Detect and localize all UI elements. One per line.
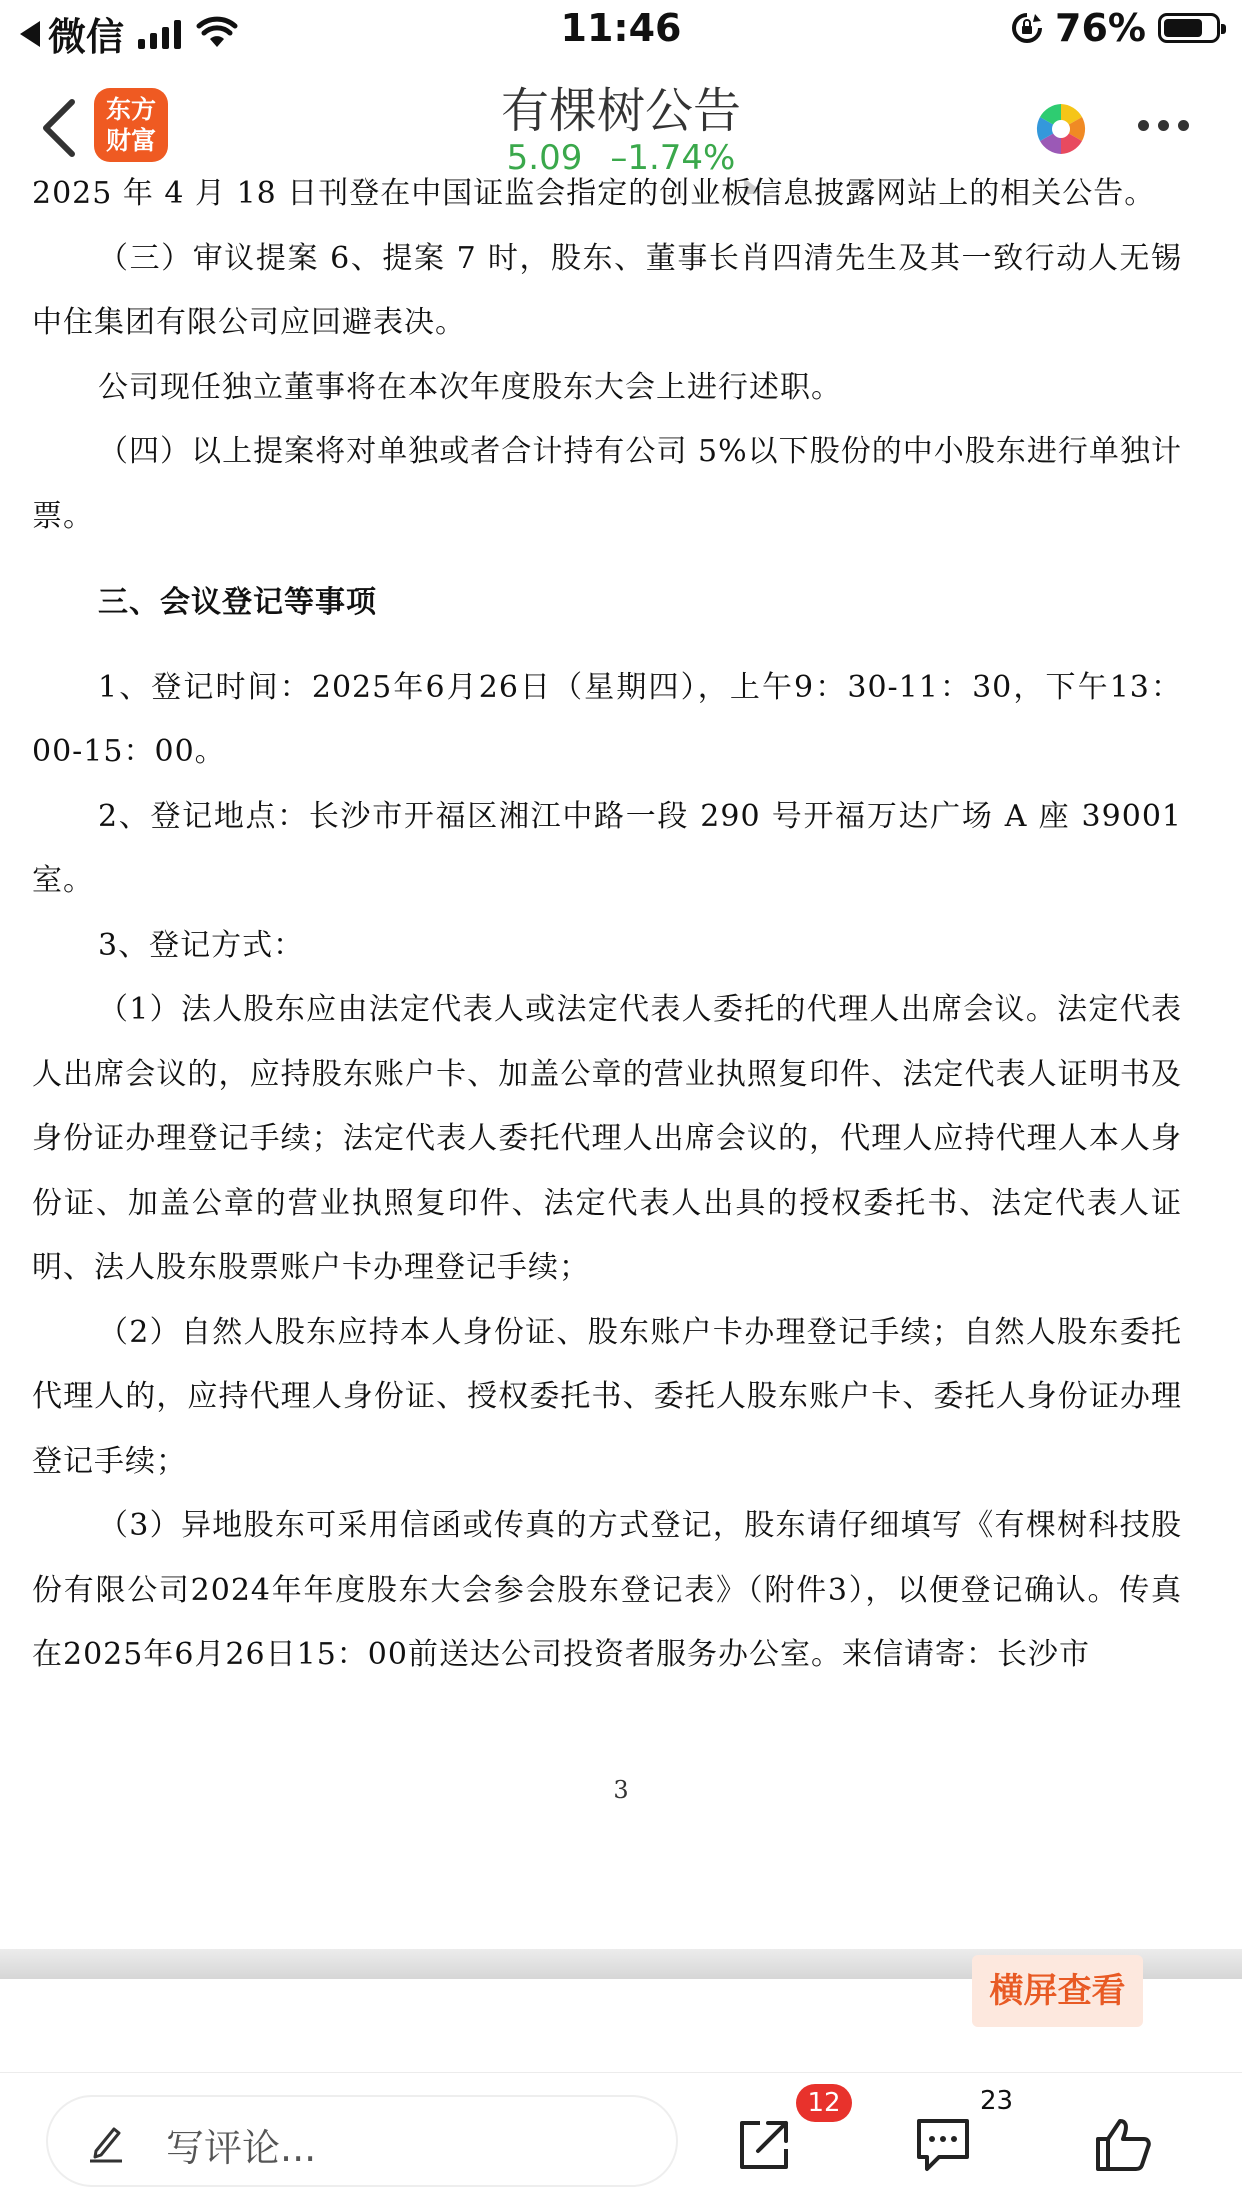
comment-placeholder: 写评论... bbox=[166, 2126, 317, 2170]
doc-line-0: 2025 年 4 月 18 日刊登在中国证监会指定的创业板信息披露网站上的相关公告。 bbox=[32, 176, 1156, 211]
status-bar bbox=[0, 0, 1242, 62]
logo-line-1: 东方 bbox=[105, 95, 156, 124]
pinwheel-icon[interactable] bbox=[1034, 102, 1088, 156]
comment-count: 23 bbox=[980, 2086, 1014, 2116]
battery-percent: 76% bbox=[1055, 6, 1146, 50]
doc-line-6: 2、登记地点：长沙市开福区湘江中路一段 290 号开福万达广场 A 座 39001室。 bbox=[32, 798, 1182, 898]
section-heading: 三、会议登记等事项 bbox=[98, 585, 377, 620]
page-title: 有棵树公告 bbox=[500, 83, 741, 139]
battery-fill bbox=[1164, 19, 1202, 37]
pencil-icon bbox=[88, 2123, 124, 2163]
stock-change: –1.74% bbox=[610, 138, 736, 178]
doc-line-9: （2）自然人股东应持本人身份证、股东账户卡办理登记手续；自然人股东委托代理人的，应持代理人身份证、授权委托书、委托人股东账户卡、委托人身份证办理登记手续； bbox=[32, 1314, 1182, 1479]
status-time: 11:46 bbox=[560, 6, 682, 50]
battery-icon bbox=[1158, 13, 1220, 43]
comment-input[interactable] bbox=[46, 2095, 678, 2187]
doc-line-8: （1）法人股东应由法定代表人或法定代表人委托的代理人出席会议。法定代表人出席会议的，应持股东账户卡、加盖公章的营业执照复印件、法定代表人证明书及身份证办理登记手续；法定代表人委托代理人出席会议的，代理人应持代理人本人身份证、加盖公章的营业执照复印件、法定代表人出具的授权委托书、法定代表人证明、法人股东股票账户卡办理登记手续； bbox=[32, 992, 1182, 1285]
more-options-icon[interactable] bbox=[1138, 120, 1189, 131]
doc-line-1: （三）审议提案 6、提案 7 时，股东、董事长肖四清先生及其一致行动人无锡中住集团有限公司应回避表决。 bbox=[32, 240, 1182, 340]
orientation-lock-icon bbox=[1011, 12, 1043, 44]
stock-price: 5.09 bbox=[506, 138, 583, 178]
bottom-bar bbox=[0, 2072, 1242, 2209]
page-number: 3 bbox=[613, 1776, 629, 1804]
landscape-view-button[interactable]: 横屏查看 bbox=[972, 1955, 1143, 2027]
logo-line-2: 财富 bbox=[105, 126, 156, 155]
share-icon[interactable] bbox=[736, 2117, 792, 2173]
doc-line-7: 3、登记方式： bbox=[98, 927, 305, 963]
doc-line-3: （四）以上提案将对单独或者合计持有公司 5%以下股份的中小股东进行单独计票。 bbox=[32, 434, 1182, 534]
status-right bbox=[1011, 6, 1220, 50]
doc-line-10: （3）异地股东可采用信函或传真的方式登记，股东请仔细填写《有棵树科技股份有限公司2024年年度股东大会参会股东登记表》（附件3），以便登记确认。传真在2025年6月26日15：00前送达公司投资者服务办公室。来信请寄：长沙市 bbox=[32, 1508, 1182, 1672]
doc-line-5: 1、登记时间：2025年6月26日（星期四），上午9：30-11：30，下午13：00-15：00。 bbox=[32, 669, 1182, 769]
share-badge: 12 bbox=[796, 2084, 852, 2122]
like-thumb-icon[interactable] bbox=[1094, 2117, 1152, 2173]
announcement-document[interactable] bbox=[0, 176, 1242, 1949]
carrier-label[interactable]: 微信 bbox=[48, 15, 125, 59]
comments-icon[interactable] bbox=[913, 2117, 973, 2173]
doc-line-2: 公司现任独立董事将在本次年度股东大会上进行述职。 bbox=[98, 369, 842, 405]
document-text bbox=[32, 162, 1182, 1688]
